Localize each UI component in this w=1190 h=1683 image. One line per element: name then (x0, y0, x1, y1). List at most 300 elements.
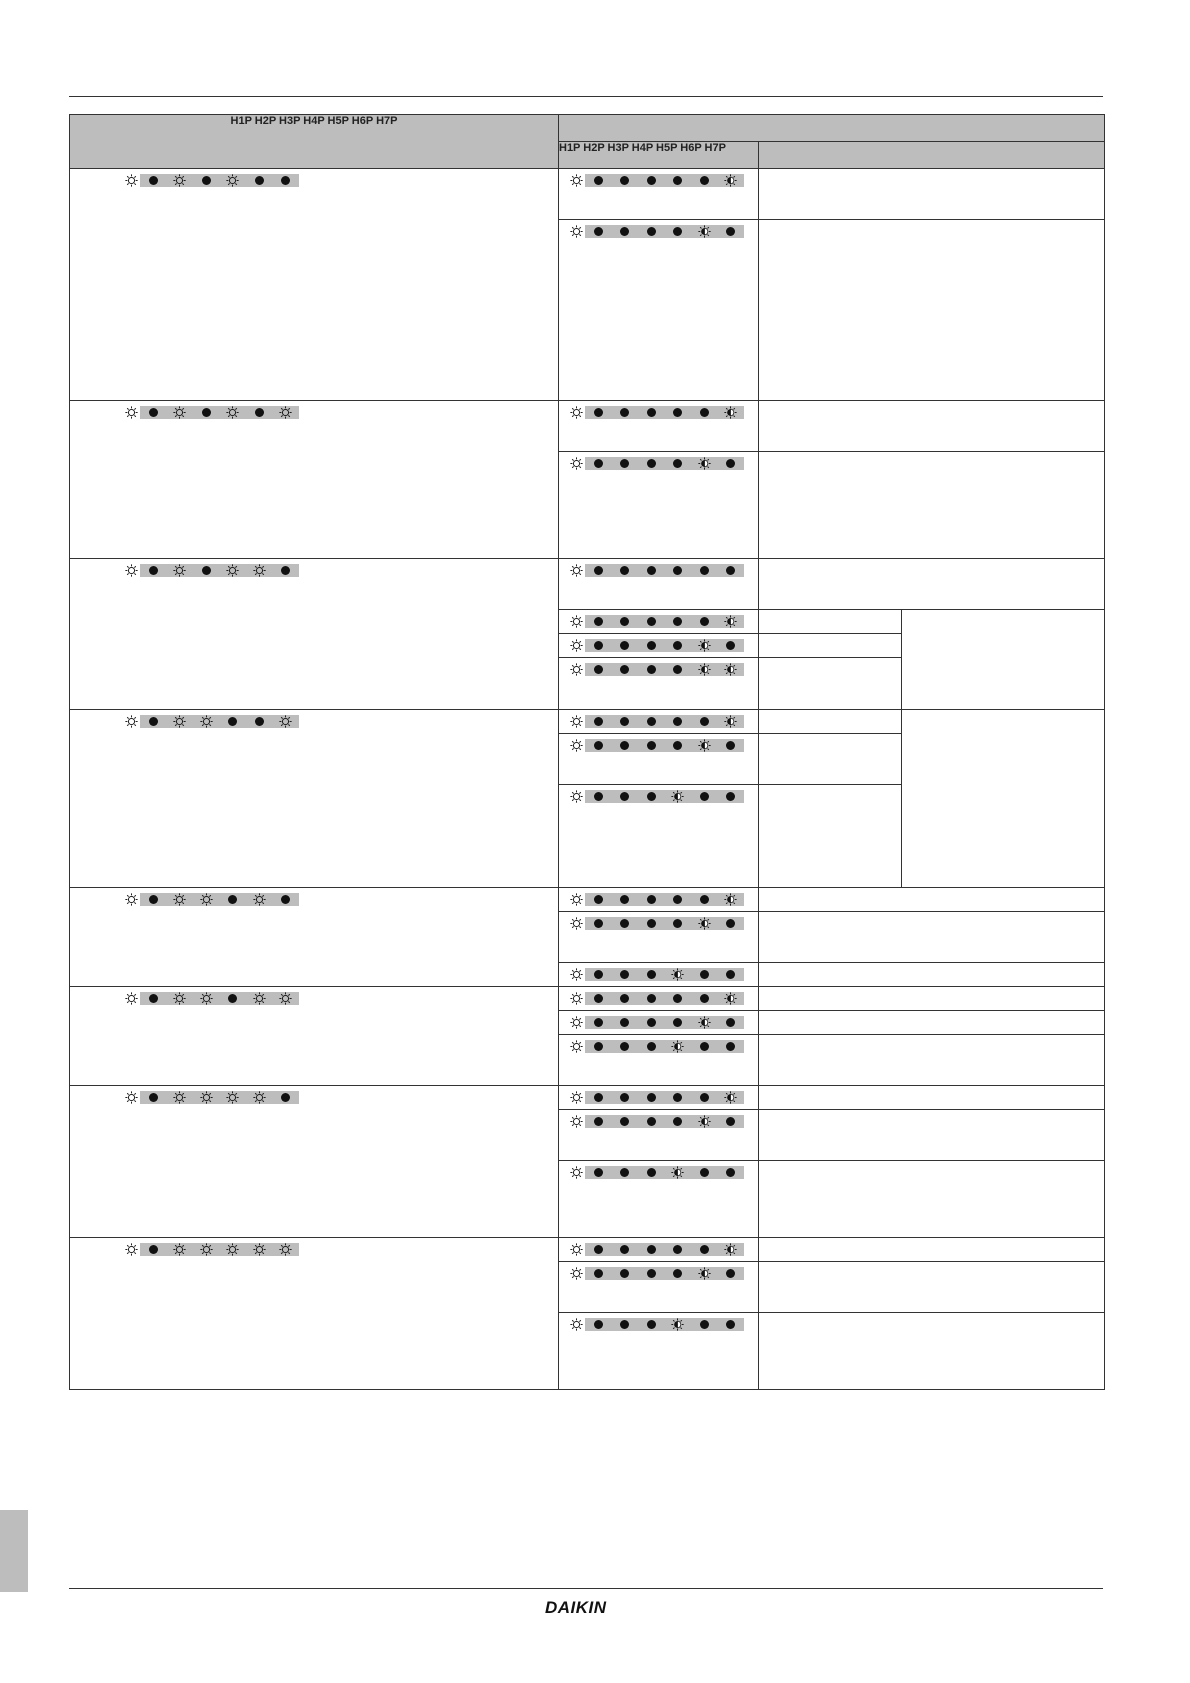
led-slot (585, 639, 612, 652)
table-row (70, 1238, 1105, 1262)
led-slot (638, 715, 665, 728)
led-off-icon (281, 176, 290, 185)
led-pattern (567, 457, 758, 470)
led-slot (638, 406, 665, 419)
led-slot (585, 992, 612, 1005)
led-slot (718, 968, 745, 981)
description-cell (759, 734, 902, 785)
description-cell (759, 1238, 1105, 1262)
led-off-icon (673, 1093, 682, 1102)
table-row (70, 169, 1105, 220)
led-blink-icon (698, 1267, 711, 1280)
description-cell (759, 1313, 1105, 1390)
led-bar (585, 893, 744, 906)
led-off-icon (700, 970, 709, 979)
detail-pattern-cell (559, 1161, 759, 1238)
led-bar (585, 715, 744, 728)
detail-pattern-cell (559, 169, 759, 220)
led-bar (140, 715, 299, 728)
led-slot (665, 1040, 692, 1053)
led-h1p (567, 1267, 585, 1280)
led-slot (612, 615, 639, 628)
led-slot (612, 790, 639, 803)
description-cell (759, 912, 1105, 963)
led-bar (585, 1318, 744, 1331)
led-slot (193, 564, 220, 577)
description-cell (759, 785, 902, 888)
led-off-icon (149, 1245, 158, 1254)
led-off-icon (594, 641, 603, 650)
led-slot (691, 968, 718, 981)
led-slot (167, 715, 194, 728)
led-blink-icon (671, 968, 684, 981)
led-off-icon (255, 408, 264, 417)
led-slot (665, 174, 692, 187)
led-off-icon (594, 1042, 603, 1051)
led-slot (691, 1115, 718, 1128)
led-slot (665, 968, 692, 981)
led-slot (638, 1243, 665, 1256)
led-on-icon (226, 564, 239, 577)
led-off-icon (620, 895, 629, 904)
led-slot (691, 639, 718, 652)
led-pattern (122, 992, 558, 1005)
led-slot (665, 1091, 692, 1104)
led-bar (585, 790, 744, 803)
led-slot (691, 406, 718, 419)
led-h1p (122, 893, 140, 906)
led-on-icon (253, 992, 266, 1005)
led-off-icon (149, 717, 158, 726)
led-slot (193, 174, 220, 187)
description-cell (759, 1035, 1105, 1086)
led-off-icon (647, 227, 656, 236)
detail-pattern-cell (559, 987, 759, 1011)
led-h1p (122, 1243, 140, 1256)
led-slot (612, 739, 639, 752)
led-slot (638, 1091, 665, 1104)
led-slot (665, 992, 692, 1005)
led-slot (140, 564, 167, 577)
led-off-icon (594, 1093, 603, 1102)
error-pattern-cell (70, 401, 559, 559)
daikin-logo: DAIKIN (545, 1598, 607, 1617)
led-on-icon (570, 564, 583, 577)
led-slot (193, 893, 220, 906)
led-slot (638, 615, 665, 628)
led-pattern (567, 663, 758, 676)
led-h1p (567, 790, 585, 803)
led-slot (612, 564, 639, 577)
led-off-icon (647, 566, 656, 575)
led-blink-icon (724, 893, 737, 906)
led-slot (638, 992, 665, 1005)
led-slot (193, 715, 220, 728)
error-pattern-cell (70, 987, 559, 1086)
led-slot (718, 639, 745, 652)
led-bar (585, 457, 744, 470)
description-cell (759, 1086, 1105, 1110)
led-bar (585, 174, 744, 187)
led-off-icon (673, 1245, 682, 1254)
led-on-icon (570, 1243, 583, 1256)
led-off-icon (620, 741, 629, 750)
led-slot (691, 1016, 718, 1029)
led-slot (665, 1243, 692, 1256)
led-bar (585, 1016, 744, 1029)
led-h1p (567, 1318, 585, 1331)
led-bar (585, 917, 744, 930)
table-row (70, 710, 1105, 734)
led-bar (140, 406, 299, 419)
led-off-icon (620, 1269, 629, 1278)
led-off-icon (620, 566, 629, 575)
led-slot (220, 1091, 247, 1104)
led-on-icon (279, 992, 292, 1005)
led-bar (585, 1267, 744, 1280)
led-slot (193, 1243, 220, 1256)
led-on-icon (226, 174, 239, 187)
led-on-icon (570, 992, 583, 1005)
header-mid-led-labels: H1P H2P H3P H4P H5P H6P H7P (559, 142, 726, 154)
led-off-icon (594, 665, 603, 674)
led-slot (246, 564, 273, 577)
led-blink-icon (698, 739, 711, 752)
detail-pattern-cell (559, 1110, 759, 1161)
led-slot (718, 992, 745, 1005)
led-slot (691, 457, 718, 470)
led-slot (612, 1166, 639, 1179)
led-off-icon (673, 641, 682, 650)
led-off-icon (700, 895, 709, 904)
led-on-icon (570, 1091, 583, 1104)
led-on-icon (173, 406, 186, 419)
led-slot (220, 715, 247, 728)
led-off-icon (620, 617, 629, 626)
led-on-icon (570, 406, 583, 419)
led-slot (718, 615, 745, 628)
led-slot (612, 406, 639, 419)
led-bar (140, 893, 299, 906)
detail-pattern-cell (559, 610, 759, 634)
led-bar (140, 1243, 299, 1256)
led-slot (167, 564, 194, 577)
led-slot (718, 1091, 745, 1104)
led-on-icon (226, 1243, 239, 1256)
led-slot (691, 564, 718, 577)
led-blink-icon (671, 790, 684, 803)
header-mid-cell (559, 142, 759, 169)
led-off-icon (594, 1245, 603, 1254)
led-slot (638, 1318, 665, 1331)
led-bar (585, 639, 744, 652)
detail-pattern-cell (559, 634, 759, 658)
led-off-icon (673, 1117, 682, 1126)
detail-pattern-cell (559, 1313, 759, 1390)
led-off-icon (647, 717, 656, 726)
led-slot (718, 174, 745, 187)
led-slot (612, 992, 639, 1005)
side-tab (0, 1510, 28, 1592)
led-off-icon (228, 717, 237, 726)
led-off-icon (647, 1245, 656, 1254)
led-pattern (567, 1243, 758, 1256)
led-slot (691, 893, 718, 906)
table-row (70, 888, 1105, 912)
led-off-icon (700, 994, 709, 1003)
led-slot (665, 457, 692, 470)
led-h1p (567, 457, 585, 470)
led-on-icon (253, 1243, 266, 1256)
led-pattern (122, 1091, 558, 1104)
led-slot (718, 1016, 745, 1029)
description-cell (759, 610, 902, 634)
led-on-icon (173, 1091, 186, 1104)
led-on-icon (226, 406, 239, 419)
led-off-icon (594, 895, 603, 904)
led-slot (638, 663, 665, 676)
led-on-icon (570, 663, 583, 676)
detail-pattern-cell (559, 220, 759, 401)
led-off-icon (673, 717, 682, 726)
led-off-icon (620, 994, 629, 1003)
led-slot (273, 564, 300, 577)
description-cell (759, 220, 1105, 401)
led-on-icon (173, 715, 186, 728)
led-on-icon (200, 893, 213, 906)
led-off-icon (620, 227, 629, 236)
led-off-icon (726, 970, 735, 979)
detail-pattern-cell (559, 734, 759, 785)
led-pattern (567, 1115, 758, 1128)
led-on-icon (253, 1091, 266, 1104)
led-on-icon (570, 1318, 583, 1331)
led-slot (665, 1166, 692, 1179)
led-off-icon (700, 566, 709, 575)
led-pattern (567, 615, 758, 628)
description-cell (759, 452, 1105, 559)
led-on-icon (253, 893, 266, 906)
led-slot (718, 1267, 745, 1280)
led-off-icon (726, 1018, 735, 1027)
led-on-icon (125, 1091, 138, 1104)
led-slot (585, 663, 612, 676)
led-slot (585, 968, 612, 981)
table-row (70, 559, 1105, 610)
led-on-icon (570, 1115, 583, 1128)
led-slot (665, 225, 692, 238)
led-off-icon (594, 1018, 603, 1027)
led-bar (140, 992, 299, 1005)
led-off-icon (726, 227, 735, 236)
led-bar (585, 1243, 744, 1256)
led-on-icon (570, 790, 583, 803)
led-slot (140, 174, 167, 187)
led-off-icon (281, 1093, 290, 1102)
led-slot (585, 406, 612, 419)
led-slot (665, 715, 692, 728)
error-pattern-cell (70, 1238, 559, 1390)
led-pattern (122, 406, 558, 419)
led-slot (691, 1091, 718, 1104)
led-h1p (567, 639, 585, 652)
led-slot (691, 1040, 718, 1053)
led-on-icon (279, 406, 292, 419)
led-blink-icon (698, 917, 711, 930)
led-off-icon (255, 176, 264, 185)
led-on-icon (570, 1166, 583, 1179)
led-slot (167, 1243, 194, 1256)
led-bar (585, 1115, 744, 1128)
led-slot (612, 917, 639, 930)
led-bar (585, 564, 744, 577)
led-pattern (567, 715, 758, 728)
led-off-icon (673, 408, 682, 417)
led-off-icon (647, 741, 656, 750)
led-slot (246, 992, 273, 1005)
led-pattern (567, 968, 758, 981)
led-pattern (567, 174, 758, 187)
led-off-icon (594, 566, 603, 575)
led-off-icon (594, 1269, 603, 1278)
led-blink-icon (724, 992, 737, 1005)
led-slot (638, 1115, 665, 1128)
led-status-table-body (70, 115, 1105, 1390)
table-row (70, 987, 1105, 1011)
led-slot (718, 406, 745, 419)
led-slot (612, 1115, 639, 1128)
led-slot (585, 1243, 612, 1256)
led-pattern (567, 406, 758, 419)
led-blink-icon (698, 225, 711, 238)
led-off-icon (673, 176, 682, 185)
description-cell (759, 987, 1105, 1011)
led-slot (612, 715, 639, 728)
led-off-icon (673, 1269, 682, 1278)
led-slot (167, 174, 194, 187)
led-slot (273, 992, 300, 1005)
led-slot (585, 1016, 612, 1029)
led-on-icon (570, 615, 583, 628)
led-off-icon (700, 1168, 709, 1177)
led-on-icon (173, 1243, 186, 1256)
led-bar (585, 739, 744, 752)
led-slot (612, 1318, 639, 1331)
led-bar (585, 663, 744, 676)
led-bar (140, 174, 299, 187)
led-slot (612, 639, 639, 652)
detail-pattern-cell (559, 1035, 759, 1086)
description-cell (759, 888, 1105, 912)
led-slot (718, 1166, 745, 1179)
led-on-icon (200, 715, 213, 728)
led-slot (665, 1318, 692, 1331)
led-off-icon (647, 792, 656, 801)
led-pattern (122, 893, 558, 906)
led-off-icon (700, 1245, 709, 1254)
led-h1p (122, 406, 140, 419)
led-slot (691, 1166, 718, 1179)
led-off-icon (255, 717, 264, 726)
led-slot (585, 917, 612, 930)
detail-pattern-cell (559, 401, 759, 452)
led-off-icon (594, 1117, 603, 1126)
led-h1p (567, 615, 585, 628)
led-on-icon (570, 968, 583, 981)
led-off-icon (149, 1093, 158, 1102)
description-cell (759, 1161, 1105, 1238)
led-slot (246, 893, 273, 906)
led-slot (273, 406, 300, 419)
led-off-icon (594, 792, 603, 801)
led-off-icon (673, 566, 682, 575)
led-h1p (567, 992, 585, 1005)
led-h1p (567, 1016, 585, 1029)
led-off-icon (620, 1117, 629, 1126)
description-cell (759, 559, 1105, 610)
led-pattern (122, 715, 558, 728)
led-off-icon (149, 566, 158, 575)
led-blink-icon (671, 1040, 684, 1053)
led-slot (246, 1091, 273, 1104)
led-pattern (567, 917, 758, 930)
led-h1p (567, 893, 585, 906)
led-slot (585, 1091, 612, 1104)
led-pattern (567, 1040, 758, 1053)
led-off-icon (647, 1117, 656, 1126)
led-on-icon (570, 174, 583, 187)
led-h1p (567, 564, 585, 577)
detail-pattern-cell (559, 963, 759, 987)
led-slot (691, 663, 718, 676)
led-blink-icon (698, 1115, 711, 1128)
led-off-icon (726, 566, 735, 575)
led-slot (665, 1016, 692, 1029)
led-on-icon (125, 992, 138, 1005)
led-slot (691, 992, 718, 1005)
led-off-icon (647, 1042, 656, 1051)
led-slot (691, 1318, 718, 1331)
led-bar (585, 225, 744, 238)
led-slot (638, 564, 665, 577)
led-h1p (567, 715, 585, 728)
led-on-icon (570, 1267, 583, 1280)
led-off-icon (620, 665, 629, 674)
led-slot (665, 893, 692, 906)
led-blink-icon (724, 715, 737, 728)
led-off-icon (620, 970, 629, 979)
led-off-icon (620, 1093, 629, 1102)
led-on-icon (570, 1016, 583, 1029)
led-off-icon (726, 741, 735, 750)
led-pattern (567, 1091, 758, 1104)
led-off-icon (647, 665, 656, 674)
led-off-icon (594, 617, 603, 626)
led-slot (718, 457, 745, 470)
led-off-icon (620, 408, 629, 417)
table-row (70, 401, 1105, 452)
led-off-icon (700, 617, 709, 626)
led-slot (585, 564, 612, 577)
detail-pattern-cell (559, 785, 759, 888)
led-off-icon (726, 919, 735, 928)
led-on-icon (125, 564, 138, 577)
description-cell (759, 1011, 1105, 1035)
detail-pattern-cell (559, 1086, 759, 1110)
led-off-icon (149, 994, 158, 1003)
led-slot (585, 1115, 612, 1128)
led-slot (612, 1243, 639, 1256)
